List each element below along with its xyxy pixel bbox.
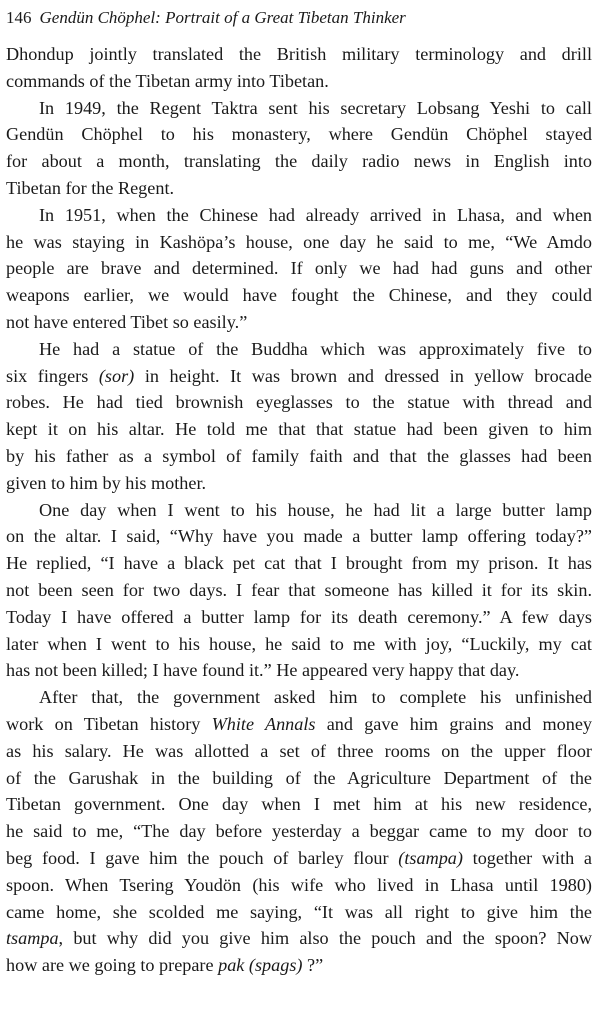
italic-term: White Annals bbox=[211, 713, 316, 734]
italic-term: tsampa bbox=[6, 928, 59, 949]
text-run: ?” bbox=[302, 955, 324, 976]
text-line: weapons earlier, we would have fought the Chinese, and they could bbox=[6, 285, 592, 306]
text-line bbox=[6, 363, 592, 390]
text-line: came home, she scolded me saying, “It was all right to give him the bbox=[6, 901, 592, 922]
running-head-title: Gendün Chöphel: Portrait of a Great Tibetan Thinker bbox=[39, 8, 406, 27]
text-run: beg food. I gave him the pouch of barley flour bbox=[6, 847, 399, 868]
text-line: He replied, “I have a black pet cat that I brought from my prison. It has bbox=[6, 553, 592, 574]
text-line: Dhondup jointly translated the British military terminology and drill bbox=[6, 44, 592, 64]
text-line: people are brave and determined. If only we had had guns and other bbox=[6, 258, 592, 279]
text-run: work on Tibetan history bbox=[6, 713, 212, 734]
text-line: robes. He had tied brownish eyeglasses to the statue with thread and bbox=[6, 392, 592, 413]
italic-term: (tsampa) bbox=[398, 847, 463, 868]
text-run: how are we going to prepare bbox=[6, 955, 219, 976]
running-head bbox=[6, 8, 406, 28]
text-line: commands of the Tibetan army into Tibetan. bbox=[6, 70, 329, 91]
italic-term: (sor) bbox=[98, 365, 135, 386]
text-line: not been seen for two days. I fear that someone has killed it for its skin. bbox=[6, 579, 592, 600]
text-line: He had a statue of the Buddha which was approximately five to bbox=[39, 338, 592, 359]
text-line: In 1949, the Regent Taktra sent his secretary Lobsang Yeshi to call bbox=[39, 97, 592, 118]
text-line: not have entered Tibet so easily.” bbox=[6, 311, 248, 332]
text-line: later when I went to his house, he said to me with joy, “Luckily, my cat bbox=[6, 633, 592, 654]
page-number: 146 bbox=[6, 8, 32, 27]
text-line: spoon. When Tsering Youdön (his wife who lived in Lhasa until 1980) bbox=[6, 874, 592, 895]
text-line: on the altar. I said, “Why have you made a butter lamp offering today?” bbox=[6, 526, 592, 547]
text-run: in height. It was brown and dressed in yellow brocade bbox=[134, 365, 592, 386]
text-line: Today I have offered a butter lamp for its death ceremony.” A few days bbox=[6, 606, 592, 627]
text-line: for about a month, translating the daily radio news in English into bbox=[6, 151, 592, 172]
text-line: as his salary. He was allotted a set of three rooms on the upper floor bbox=[6, 740, 592, 761]
text-run: together with a bbox=[462, 847, 592, 868]
text-line bbox=[6, 845, 592, 872]
text-line: he said to me, “The day before yesterday a beggar came to my door to bbox=[6, 821, 592, 842]
text-line bbox=[6, 711, 592, 738]
text-run: six fingers bbox=[6, 365, 99, 386]
text-line: kept it on his altar. He told me that that statue had been given to him bbox=[6, 419, 592, 440]
text-run: and gave him grains and money bbox=[315, 713, 592, 734]
text-line: has not been killed; I have found it.” He appeared very happy that day. bbox=[6, 660, 520, 681]
text-line: of the Garushak in the building of the Agriculture Department of the bbox=[6, 767, 592, 788]
text-line: After that, the government asked him to complete his unfinished bbox=[39, 687, 592, 708]
text-line: he was staying in Kashöpa’s house, one day he said to me, “We Amdo bbox=[6, 231, 592, 252]
text-line bbox=[6, 952, 592, 979]
text-line: given to him by his mother. bbox=[6, 472, 207, 493]
text-line: One day when I went to his house, he had lit a large butter lamp bbox=[39, 499, 592, 520]
text-line: Tibetan government. One day when I met him at his new residence, bbox=[6, 794, 592, 815]
text-run: , but why did you give him also the pouch and the spoon? Now bbox=[58, 928, 592, 949]
text-line: by his father as a symbol of family faith and that the glasses had been bbox=[6, 445, 592, 466]
text-line: Tibetan for the Regent. bbox=[6, 177, 175, 198]
text-line: In 1951, when the Chinese had already arrived in Lhasa, and when bbox=[39, 204, 592, 225]
text-line: Gendün Chöphel to his monastery, where Gendün Chöphel stayed bbox=[6, 124, 592, 145]
text-line bbox=[6, 925, 592, 952]
italic-term: pak (spags) bbox=[218, 955, 303, 976]
body-text bbox=[6, 41, 592, 979]
